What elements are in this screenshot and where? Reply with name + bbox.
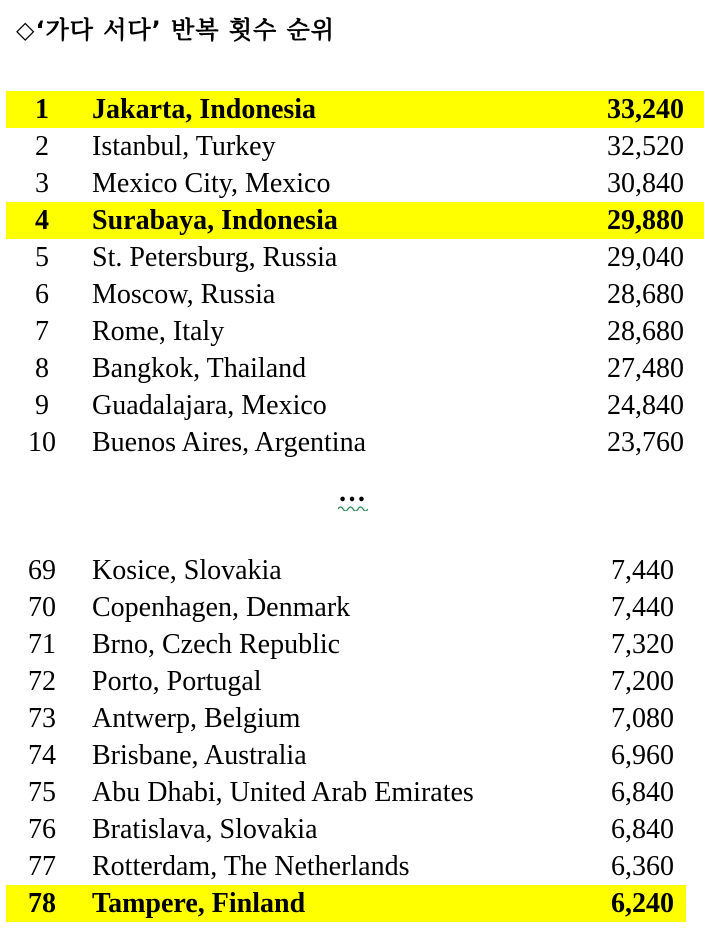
- rank-cell: 70: [28, 592, 56, 623]
- count-cell: 27,480: [607, 353, 684, 384]
- spellcheck-squiggle: [338, 505, 368, 511]
- table-row: [0, 700, 710, 737]
- table-row: [0, 128, 710, 165]
- city-cell: Buenos Aires, Argentina: [92, 427, 367, 458]
- count-cell: 23,760: [607, 427, 684, 458]
- table-row: [0, 350, 710, 387]
- table-row: [0, 848, 710, 885]
- city-cell: Kosice, Slovakia: [92, 555, 282, 586]
- rank-cell: 6: [35, 279, 49, 310]
- count-cell: 7,200: [611, 666, 674, 697]
- city-cell: Istanbul, Turkey: [92, 131, 276, 162]
- city-cell: Moscow, Russia: [92, 279, 276, 310]
- city-cell: St. Petersburg, Russia: [92, 242, 338, 273]
- count-cell: 29,880: [607, 205, 684, 236]
- city-cell: Porto, Portugal: [92, 666, 262, 697]
- count-cell: 33,240: [607, 94, 684, 125]
- rank-cell: 71: [28, 629, 56, 660]
- rank-cell: 8: [35, 353, 49, 384]
- city-cell: Antwerp, Belgium: [92, 703, 301, 734]
- rank-cell: 2: [35, 131, 49, 162]
- count-cell: 6,960: [611, 740, 674, 771]
- table-row: [0, 589, 710, 626]
- rank-cell: 7: [35, 316, 49, 347]
- table-row: [0, 424, 710, 461]
- table-row: [0, 811, 710, 848]
- count-cell: 32,520: [607, 131, 684, 162]
- table-row: [0, 774, 710, 811]
- rank-cell: 5: [35, 242, 49, 273]
- rank-cell: 1: [35, 94, 49, 125]
- rank-cell: 76: [28, 814, 56, 845]
- city-cell: Brisbane, Australia: [92, 740, 307, 771]
- count-cell: 24,840: [607, 390, 684, 421]
- rank-cell: 74: [28, 740, 56, 771]
- city-cell: Bratislava, Slovakia: [92, 814, 318, 845]
- count-cell: 7,440: [611, 592, 674, 623]
- table-row: [6, 885, 686, 922]
- table-row: [6, 91, 704, 128]
- rank-cell: 4: [35, 205, 49, 236]
- table-row: [0, 552, 710, 589]
- table-row: [0, 387, 710, 424]
- city-cell: Tampere, Finland: [92, 888, 306, 919]
- city-cell: Copenhagen, Denmark: [92, 592, 351, 623]
- table-row: [0, 626, 710, 663]
- rank-cell: 9: [35, 390, 49, 421]
- rank-cell: 75: [28, 777, 56, 808]
- count-cell: 28,680: [607, 316, 684, 347]
- count-cell: 7,080: [611, 703, 674, 734]
- count-cell: 6,240: [611, 888, 674, 919]
- table-row: [0, 737, 710, 774]
- rank-cell: 78: [28, 888, 56, 919]
- city-cell: Jakarta, Indonesia: [92, 94, 317, 125]
- page-title: ◇‘가다 서다’ 반복 횟수 순위: [16, 16, 335, 44]
- table-row: [6, 202, 704, 239]
- count-cell: 7,440: [611, 555, 674, 586]
- city-cell: Guadalajara, Mexico: [92, 390, 327, 421]
- count-cell: 6,840: [611, 814, 674, 845]
- rank-cell: 10: [28, 427, 56, 458]
- rank-cell: 73: [28, 703, 56, 734]
- city-cell: Mexico City, Mexico: [92, 168, 331, 199]
- ellipsis-separator: …: [338, 477, 366, 508]
- city-cell: Bangkok, Thailand: [92, 353, 307, 384]
- count-cell: 6,840: [611, 777, 674, 808]
- table-row: [0, 165, 710, 202]
- city-cell: Brno, Czech Republic: [92, 629, 341, 660]
- count-cell: 7,320: [611, 629, 674, 660]
- city-cell: Rotterdam, The Netherlands: [92, 851, 410, 882]
- city-cell: Abu Dhabi, United Arab Emirates: [92, 777, 474, 808]
- table-row: [0, 663, 710, 700]
- table-row: [0, 313, 710, 350]
- table-row: [0, 239, 710, 276]
- table-row: [0, 276, 710, 313]
- rank-cell: 69: [28, 555, 56, 586]
- rank-cell: 3: [35, 168, 49, 199]
- city-cell: Rome, Italy: [92, 316, 225, 347]
- count-cell: 30,840: [607, 168, 684, 199]
- rank-cell: 72: [28, 666, 56, 697]
- city-cell: Surabaya, Indonesia: [92, 205, 338, 236]
- count-cell: 29,040: [607, 242, 684, 273]
- count-cell: 28,680: [607, 279, 684, 310]
- count-cell: 6,360: [611, 851, 674, 882]
- rank-cell: 77: [28, 851, 56, 882]
